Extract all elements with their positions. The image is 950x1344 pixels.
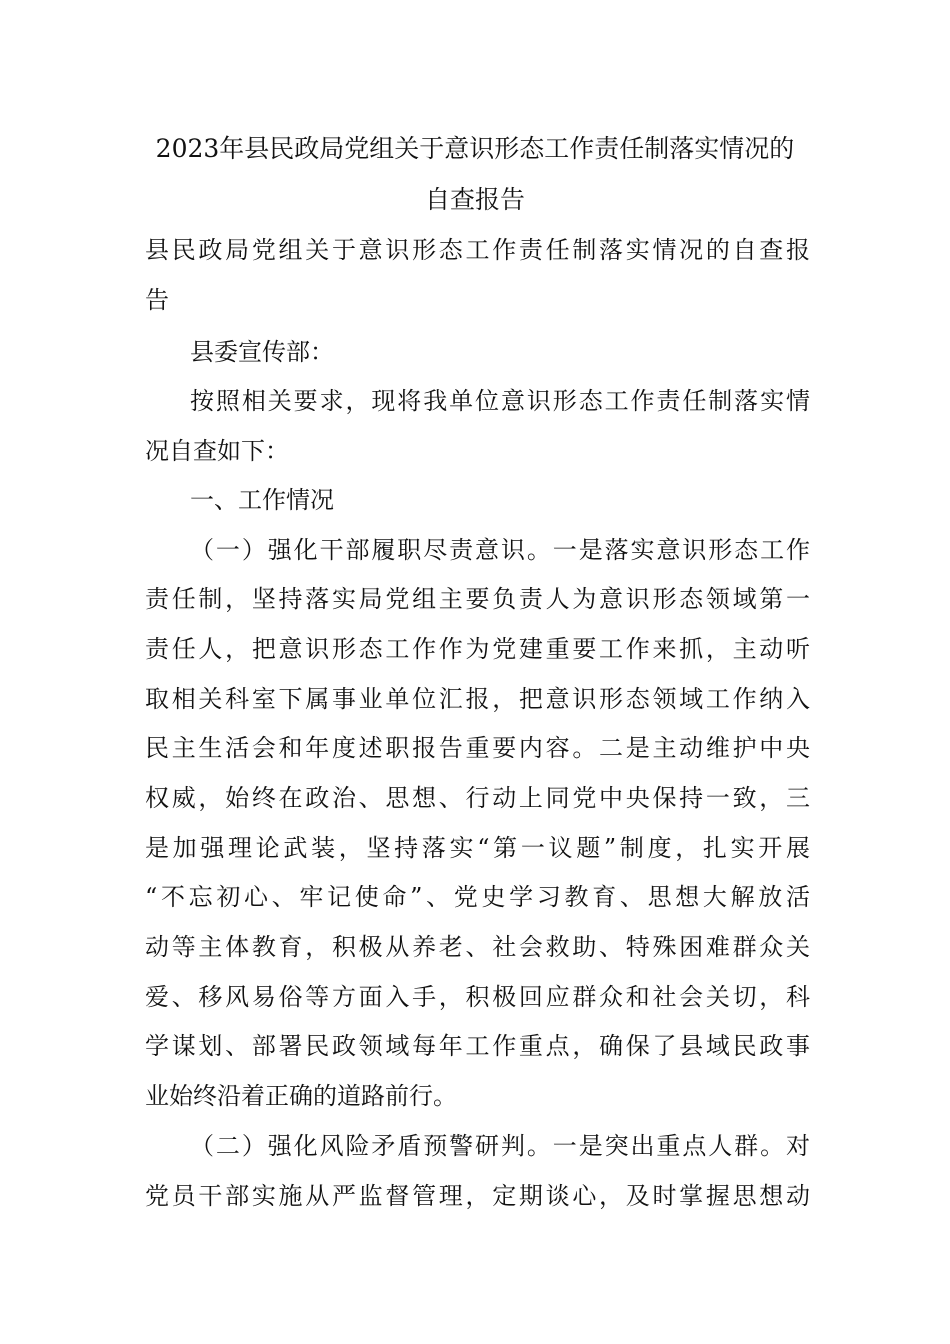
intro-line-1: 按照相关要求，现将我单位意识形态工作责任制落实情 — [190, 387, 810, 415]
para1-line-9: 动等主体教育，积极从养老、社会救助、特殊困难群众关 — [145, 933, 810, 961]
para1-line-11: 学谋划、部署民政领域每年工作重点，确保了县域民政事 — [145, 1032, 810, 1060]
para2-line-2: 党员干部实施从严监督管理，定期谈心，及时掌握思想动 — [145, 1182, 810, 1210]
para1-line-1: （一）强化干部履职尽责意识。一是落实意识形态工作 — [190, 536, 810, 564]
para1-line-3: 责任人，把意识形态工作作为党建重要工作来抓，主动听 — [145, 635, 810, 663]
para1-line-6: 权威，始终在政治、思想、行动上同党中央保持一致，三 — [145, 784, 810, 812]
para1-line-8: “不忘初心、牢记使命”、党史学习教育、思想大解放活 — [145, 883, 810, 911]
document-title-line-2: 自查报告 — [424, 185, 525, 214]
para1-line-4: 取相关科室下属事业单位汇报，把意识形态领域工作纳入 — [145, 685, 810, 713]
document-title-line-1: 2023年县民政局党组关于意识形态工作责任制落实情况的 — [155, 134, 795, 163]
para1-line-5: 民主生活会和年度述职报告重要内容。二是主动维护中央 — [145, 734, 810, 762]
intro-line-2: 况自查如下： — [145, 437, 289, 465]
salutation: 县委宣传部： — [190, 338, 334, 366]
para1-line-12: 业始终沿着正确的道路前行。 — [145, 1082, 457, 1110]
subtitle-line-2: 告 — [145, 286, 169, 314]
para1-line-2: 责任制，坚持落实局党组主要负责人为意识形态领域第一 — [145, 585, 810, 613]
subtitle-line-1: 县民政局党组关于意识形态工作责任制落实情况的自查报 — [145, 236, 810, 264]
para1-line-10: 爱、移风易俗等方面入手，积极回应群众和社会关切，科 — [145, 983, 810, 1011]
section-heading: 一、工作情况 — [190, 486, 334, 514]
para1-line-7: 是加强理论武装，坚持落实“第一议题”制度，扎实开展 — [145, 834, 810, 862]
para2-line-1: （二）强化风险矛盾预警研判。一是突出重点人群。对 — [190, 1132, 810, 1160]
